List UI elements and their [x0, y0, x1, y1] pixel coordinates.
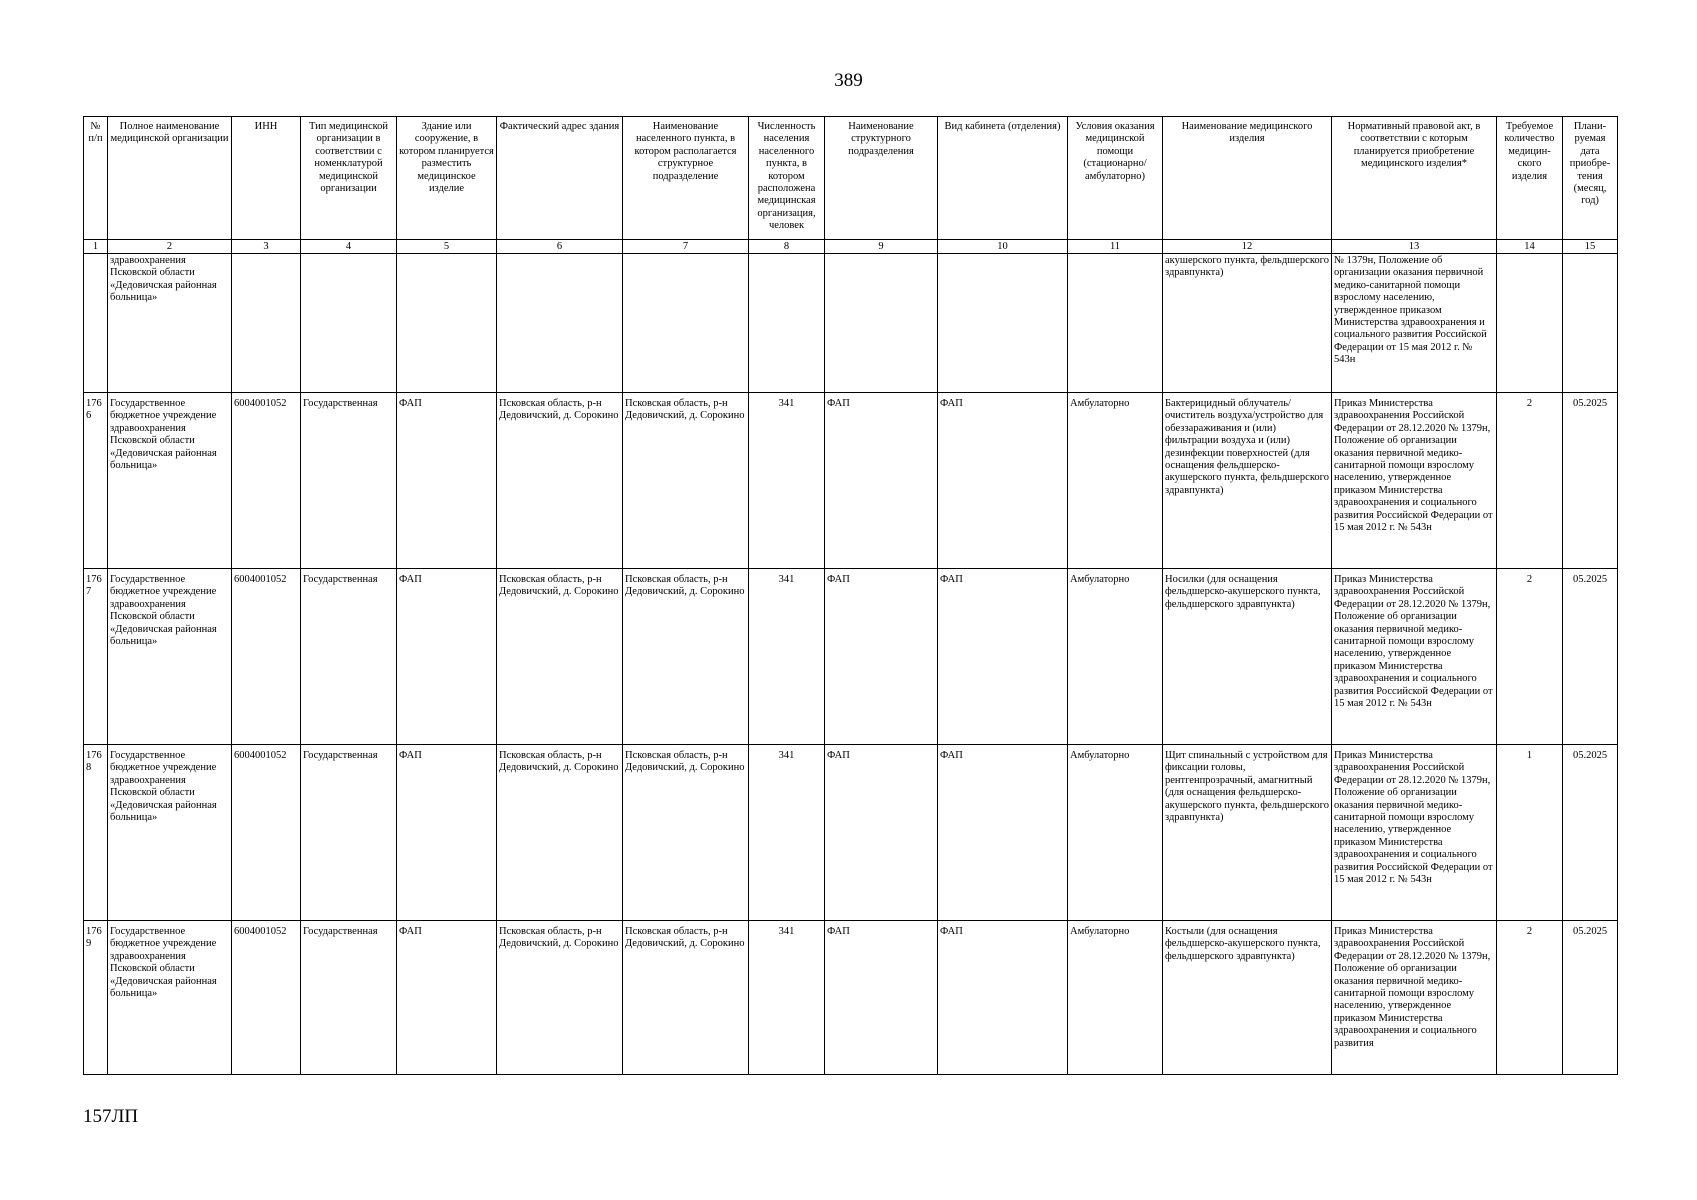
column-number: 12 — [1163, 240, 1332, 254]
cell-num — [84, 254, 108, 393]
header-cell: Численность населения населенного пункта, в котором расположена медицинская организация, человек — [749, 117, 825, 240]
column-number: 5 — [397, 240, 497, 254]
cell-qty: 2 — [1497, 921, 1563, 1075]
header-cell: ИНН — [232, 117, 301, 240]
column-number: 13 — [1332, 240, 1497, 254]
cell-building: ФАП — [397, 393, 497, 569]
cell-inn: 6004001052 — [232, 393, 301, 569]
cell-inn — [232, 254, 301, 393]
column-number: 8 — [749, 240, 825, 254]
cell-org: здравоохранения Псковской области «Дедовичская районная больница» — [108, 254, 232, 393]
cell-conditions: Амбулаторно — [1068, 569, 1163, 745]
column-number: 10 — [938, 240, 1068, 254]
cell-cabinet: ФАП — [938, 921, 1068, 1075]
cell-num: 1766 — [84, 393, 108, 569]
table-row — [84, 745, 1618, 921]
cell-conditions — [1068, 254, 1163, 393]
header-cell: Плани-руемая дата приобре-тения (месяц, год) — [1563, 117, 1618, 240]
header-cell: Фактический адрес здания — [497, 117, 623, 240]
cell-org: Государственное бюджетное учреждение здравоохранения Псковской области «Дедовичская районная больница» — [108, 569, 232, 745]
cell-type: Государственная — [301, 745, 397, 921]
column-number: 1 — [84, 240, 108, 254]
cell-address: Псковская область, р-н Дедовичский, д. Сорокино — [497, 393, 623, 569]
cell-qty: 2 — [1497, 393, 1563, 569]
column-number: 2 — [108, 240, 232, 254]
cell-unit — [825, 254, 938, 393]
cell-date — [1563, 254, 1618, 393]
cell-building: ФАП — [397, 569, 497, 745]
cell-org: Государственное бюджетное учреждение здравоохранения Псковской области «Дедовичская районная больница» — [108, 921, 232, 1075]
cell-cabinet: ФАП — [938, 569, 1068, 745]
cell-qty: 1 — [1497, 745, 1563, 921]
cell-population: 341 — [749, 569, 825, 745]
cell-org: Государственное бюджетное учреждение здравоохранения Псковской области «Дедовичская районная больница» — [108, 393, 232, 569]
header-cell: Наименование структурного подразделения — [825, 117, 938, 240]
column-number-row — [84, 240, 1618, 254]
header-cell: Условия оказания медицинской помощи (стационарно/ амбулаторно) — [1068, 117, 1163, 240]
column-number: 7 — [623, 240, 749, 254]
cell-device: акушерского пункта, фельдшерского здравпункта) — [1163, 254, 1332, 393]
cell-conditions: Амбулаторно — [1068, 921, 1163, 1075]
column-number: 15 — [1563, 240, 1618, 254]
header-cell: Тип медицинской организации в соответствии с номенклатурой медицинской организации — [301, 117, 397, 240]
header-cell: № п/п — [84, 117, 108, 240]
cell-conditions: Амбулаторно — [1068, 393, 1163, 569]
header-row — [84, 117, 1618, 240]
cell-unit: ФАП — [825, 393, 938, 569]
cell-qty — [1497, 254, 1563, 393]
cell-locality: Псковская область, р-н Дедовичский, д. Сорокино — [623, 745, 749, 921]
cell-unit: ФАП — [825, 569, 938, 745]
table-row — [84, 393, 1618, 569]
cell-num: 1767 — [84, 569, 108, 745]
cell-locality: Псковская область, р-н Дедовичский, д. Сорокино — [623, 921, 749, 1075]
cell-cabinet — [938, 254, 1068, 393]
cell-population — [749, 254, 825, 393]
cell-qty: 2 — [1497, 569, 1563, 745]
equipment-table — [83, 116, 1618, 1075]
cell-building — [397, 254, 497, 393]
cell-population: 341 — [749, 745, 825, 921]
table-row — [84, 569, 1618, 745]
cell-org: Государственное бюджетное учреждение здравоохранения Псковской области «Дедовичская районная больница» — [108, 745, 232, 921]
cell-inn: 6004001052 — [232, 745, 301, 921]
cell-act: № 1379н, Положение об организации оказания первичной медико-санитарной помощи взрослому населению, утвержденное приказом Министерства здравоохранения и социального развития Российской Федерации от 15 мая 2012 г. № 543н — [1332, 254, 1497, 393]
cell-act: Приказ Министерства здравоохранения Российской Федерации от 28.12.2020 № 1379н, Положение об организации оказания первичной медико-санитарной помощи взрослому населению, утвержденное приказом Министерства здравоохранения и социального развития Российской Федерации от 15 мая 2012 г. № 543н — [1332, 393, 1497, 569]
column-number: 3 — [232, 240, 301, 254]
header-cell: Здание или сооружение, в котором планируется разместить медицинское изделие — [397, 117, 497, 240]
document-code: 157ЛП — [83, 1106, 139, 1127]
cell-cabinet: ФАП — [938, 393, 1068, 569]
cell-device: Костыли (для оснащения фельдшерско-акушерского пункта, фельдшерского здравпункта) — [1163, 921, 1332, 1075]
column-number: 11 — [1068, 240, 1163, 254]
cell-locality: Псковская область, р-н Дедовичский, д. Сорокино — [623, 393, 749, 569]
header-cell: Наименование населенного пункта, в котором располагается структурное подразделение — [623, 117, 749, 240]
continuation-row — [84, 254, 1618, 393]
cell-address: Псковская область, р-н Дедовичский, д. Сорокино — [497, 569, 623, 745]
cell-device: Носилки (для оснащения фельдшерско-акушерского пункта, фельдшерского здравпункта) — [1163, 569, 1332, 745]
cell-device: Щит спинальный с устройством для фиксации головы, рентгенпрозрачный, амагнитный (для оснащения фельдшерско-акушерского пункта, фельдшерского здравпункта) — [1163, 745, 1332, 921]
cell-date: 05.2025 — [1563, 393, 1618, 569]
header-cell: Вид кабинета (отделения) — [938, 117, 1068, 240]
cell-address — [497, 254, 623, 393]
cell-address: Псковская область, р-н Дедовичский, д. Сорокино — [497, 921, 623, 1075]
header-cell: Наименование медицинского изделия — [1163, 117, 1332, 240]
cell-date: 05.2025 — [1563, 921, 1618, 1075]
cell-inn: 6004001052 — [232, 921, 301, 1075]
column-number: 4 — [301, 240, 397, 254]
cell-inn: 6004001052 — [232, 569, 301, 745]
cell-building: ФАП — [397, 921, 497, 1075]
header-cell: Требуемое количество медицин-ского изделия — [1497, 117, 1563, 240]
cell-type: Государственная — [301, 393, 397, 569]
cell-unit: ФАП — [825, 745, 938, 921]
table-row — [84, 921, 1618, 1075]
column-number: 6 — [497, 240, 623, 254]
cell-building: ФАП — [397, 745, 497, 921]
cell-locality — [623, 254, 749, 393]
cell-date: 05.2025 — [1563, 745, 1618, 921]
cell-population: 341 — [749, 921, 825, 1075]
cell-cabinet: ФАП — [938, 745, 1068, 921]
cell-act: Приказ Министерства здравоохранения Российской Федерации от 28.12.2020 № 1379н, Положение об организации оказания первичной медико-санитарной помощи взрослому населению, утвержденное приказом Министерства здравоохранения и социального развития Российской Федерации от 15 мая 2012 г. № 543н — [1332, 569, 1497, 745]
cell-device: Бактерицидный облучатель/очиститель воздуха/устройство для обеззараживания и (или) фильтрации воздуха и (или) дезинфекции поверхностей (для оснащения фельдшерско-акушерского пункта, фельдшерского здравпункта) — [1163, 393, 1332, 569]
page-number: 389 — [834, 70, 863, 91]
cell-num: 1768 — [84, 745, 108, 921]
cell-date: 05.2025 — [1563, 569, 1618, 745]
cell-type: Государственная — [301, 921, 397, 1075]
cell-num: 1769 — [84, 921, 108, 1075]
cell-locality: Псковская область, р-н Дедовичский, д. Сорокино — [623, 569, 749, 745]
cell-act: Приказ Министерства здравоохранения Российской Федерации от 28.12.2020 № 1379н, Положение об организации оказания первичной медико-санитарной помощи взрослому населению, утвержденное приказом Министерства здравоохранения и социального развития Российской Федерации от 15 мая 2012 г. № 543н — [1332, 745, 1497, 921]
cell-population: 341 — [749, 393, 825, 569]
cell-address: Псковская область, р-н Дедовичский, д. Сорокино — [497, 745, 623, 921]
cell-type: Государственная — [301, 569, 397, 745]
cell-type — [301, 254, 397, 393]
column-number: 9 — [825, 240, 938, 254]
cell-act: Приказ Министерства здравоохранения Российской Федерации от 28.12.2020 № 1379н, Положение об организации оказания первичной медико-санитарной помощи взрослому населению, утвержденное приказом Министерства здравоохранения и социального развития — [1332, 921, 1497, 1075]
column-number: 14 — [1497, 240, 1563, 254]
cell-unit: ФАП — [825, 921, 938, 1075]
header-cell: Полное наименование медицинской организации — [108, 117, 232, 240]
header-cell: Нормативный правовой акт, в соответствии с которым планируется приобретение медицинского изделия* — [1332, 117, 1497, 240]
cell-conditions: Амбулаторно — [1068, 745, 1163, 921]
